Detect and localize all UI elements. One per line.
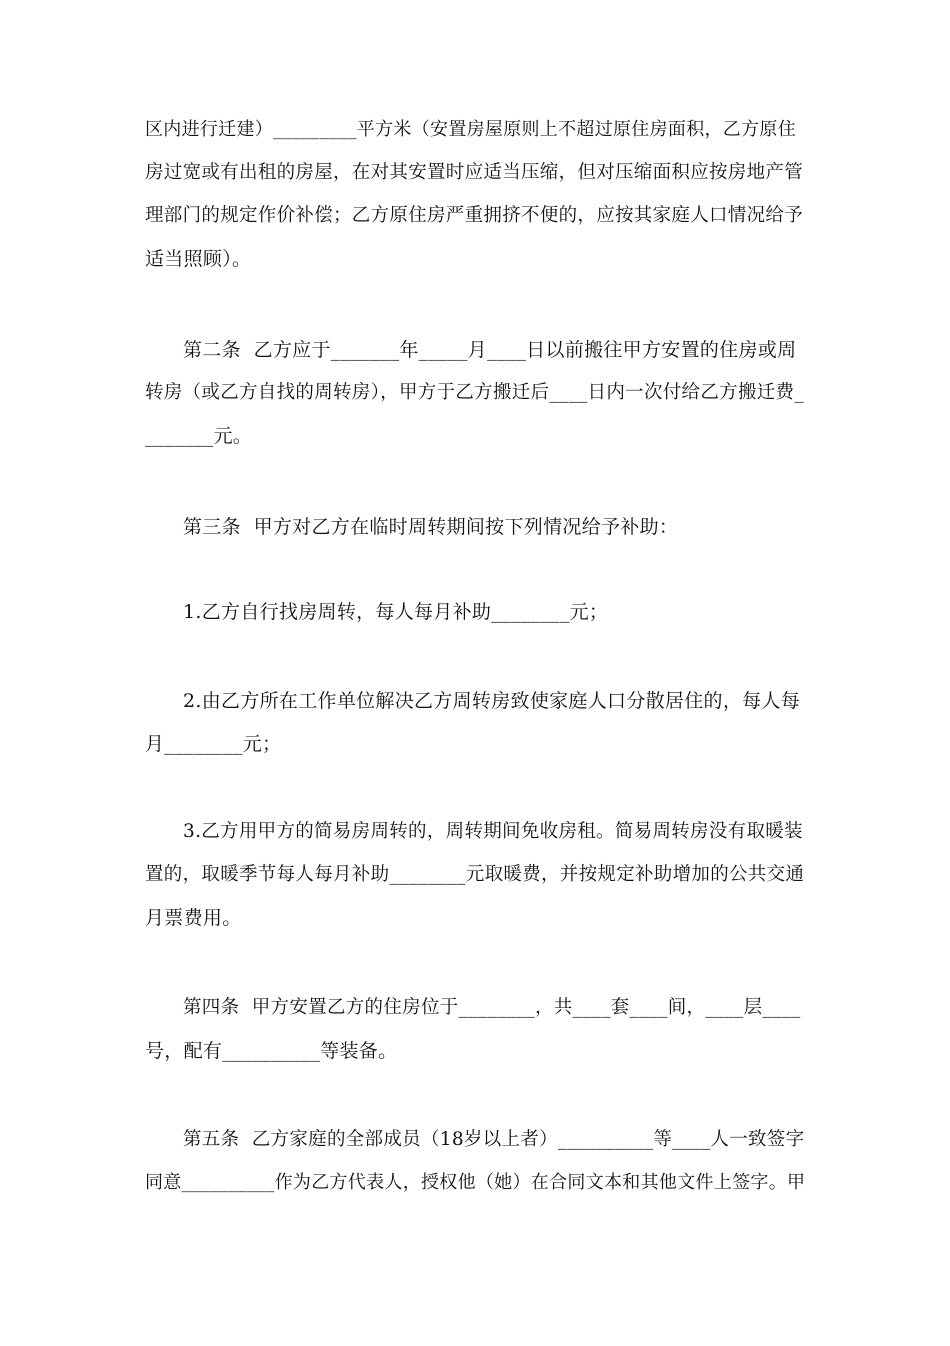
article-3-heading-line: 第三条 甲方对乙方在临时周转期间按下列情况给予补助： xyxy=(183,516,679,538)
list-item-3: 3.乙方用甲方的简易房周转的，周转期间免收房租。简易周转房没有取暖装 xyxy=(183,821,803,842)
list-item-2: 2.由乙方所在工作单位解决乙方周转房致使家庭人口分散居住的，每人每 xyxy=(183,690,801,712)
article-4-heading-line: 第四条 甲方安置乙方的住房位于________，共____套____间，____层____ xyxy=(183,997,801,1018)
text-line: 置的，取暖季节每人每月补助________元取暖费，并按规定补助增加的公共交通 xyxy=(145,864,805,885)
text-line: 同意__________作为乙方代表人，授权他（她）在合同文本和其他文件上签字。甲 xyxy=(145,1172,806,1193)
text-line: 月票费用。 xyxy=(145,907,242,929)
text-line: 转房（或乙方自找的周转房），甲方于乙方搬迁后____日内一次付给乙方搬迁费_ xyxy=(145,382,804,403)
article-2-heading-line: 第二条 乙方应于_______年_____月____日以前搬往甲方安置的住房或周 xyxy=(183,339,797,361)
text-line: 房过宽或有出租的房屋，在对其安置时应适当压缩，但对压缩面积应按房地产管 xyxy=(145,162,804,183)
text-line: 月________元； xyxy=(145,733,282,755)
text-line: 适当照顾）。 xyxy=(145,248,252,270)
text-line: 区内进行迁建）_________平方米（安置房屋原则上不超过原住房面积，乙方原住 xyxy=(145,119,796,140)
text-line: 理部门的规定作价补偿；乙方原住房严重拥挤不便的，应按其家庭人口情况给予 xyxy=(145,205,804,226)
list-item-1: 1.乙方自行找房周转，每人每月补助________元； xyxy=(183,601,609,623)
article-5-heading-line: 第五条 乙方家庭的全部成员（18岁以上者）__________等____人一致签字 xyxy=(183,1129,805,1150)
text-line: 号，配有__________等装备。 xyxy=(145,1040,398,1062)
text-line: _______元。 xyxy=(145,425,253,447)
